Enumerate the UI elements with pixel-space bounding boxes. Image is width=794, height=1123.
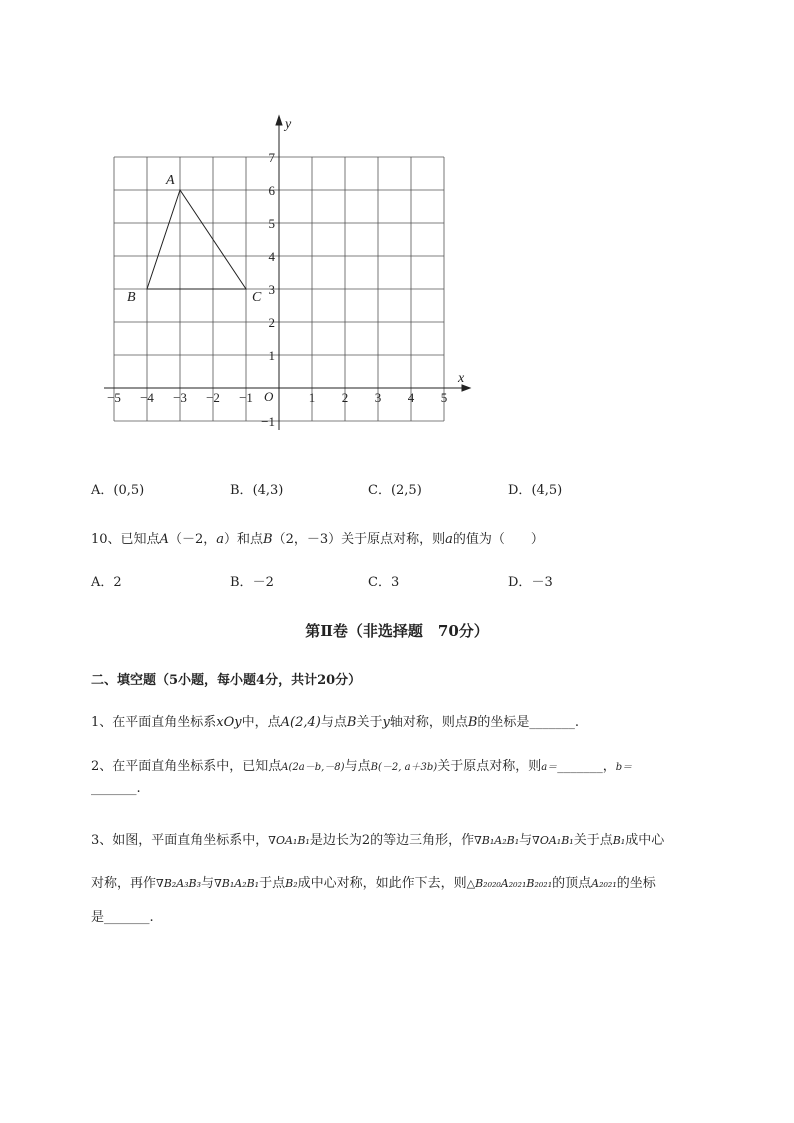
- q10-option-b[interactable]: [230, 571, 274, 590]
- f1-text: 中，点: [241, 715, 281, 730]
- y-tick-label: 6: [268, 183, 275, 198]
- f3-text: 成中心对称，如此作下去，则: [297, 876, 467, 891]
- y-tick-label: 1: [268, 348, 275, 363]
- f3-text: 3、如图，平面直角坐标系中，: [91, 833, 269, 848]
- f3-text: 对称，再作: [91, 876, 157, 891]
- vertex-label-a: A: [166, 173, 175, 188]
- f3-math: △B₂₀₂₀A₂₀₂₁B₂₀₂₁: [466, 877, 553, 890]
- f2-math: B(－2, a＋3b): [370, 762, 438, 773]
- y-tick-label: 7: [268, 150, 275, 165]
- f3-text: 与: [201, 876, 215, 891]
- option-value: (2,5): [390, 483, 422, 498]
- q10-option-c[interactable]: [368, 571, 399, 590]
- y-tick-label: 5: [268, 216, 275, 231]
- x-tick-label: −1: [239, 390, 253, 405]
- x-tick-label: −3: [173, 390, 187, 405]
- option-key: C．: [368, 483, 391, 498]
- q10-text: 的值为（ ）: [452, 532, 544, 547]
- coordinate-grid-figure: [0, 0, 794, 460]
- origin-label: O: [264, 389, 274, 404]
- f2-math: a＝: [541, 762, 558, 773]
- x-tick-label: −2: [206, 390, 220, 405]
- q10-text: （－2，: [168, 532, 217, 547]
- q9-option-c[interactable]: [368, 479, 422, 498]
- f3-math: A₂₀₂₁: [591, 877, 617, 890]
- y-axis-arrow: [276, 116, 282, 125]
- f3-math: B₂: [285, 877, 298, 890]
- f2-text: 与点: [344, 759, 371, 774]
- f2-text: 关于原点对称，则: [437, 759, 542, 774]
- option-value: －3: [531, 575, 553, 590]
- fill-question-2: [91, 755, 632, 774]
- vertex-label-c: C: [252, 290, 262, 305]
- f2-text: _______，: [557, 759, 616, 774]
- vertex-label-b: B: [127, 290, 136, 305]
- f3-math: ∇B₁A₂B₁: [214, 877, 260, 890]
- f1-math: y: [382, 715, 390, 730]
- q10-var-a: a: [445, 532, 453, 547]
- option-key: A．: [91, 483, 114, 498]
- x-tick-label: 4: [407, 390, 415, 405]
- x-tick-label: −5: [107, 390, 121, 405]
- option-key: B．: [230, 575, 253, 590]
- fill-question-1: [91, 711, 579, 730]
- f1-math: A(2,4): [280, 715, 321, 730]
- f3-text: 的顶点: [552, 876, 592, 891]
- f1-text: 的坐标是_______.: [477, 715, 580, 730]
- f1-text: 1、在平面直角坐标系: [91, 715, 217, 730]
- option-value: 2: [113, 575, 122, 590]
- y-tick-label: 3: [268, 282, 275, 297]
- q10-point-a: A: [159, 532, 169, 547]
- f3-math: B₁: [612, 834, 626, 847]
- q10-var-a: a: [216, 532, 224, 547]
- x-tick-label: −4: [140, 390, 154, 405]
- fill-question-3-line3: 是_______.: [91, 910, 154, 925]
- f1-text: 关于: [356, 715, 383, 730]
- fill-question-3-line2: [91, 872, 656, 891]
- f2-math: A(2a－b,－8): [281, 762, 345, 773]
- f1-text: 轴对称，则点: [389, 715, 468, 730]
- f3-text: 于点: [259, 876, 286, 891]
- x-tick-label: 2: [341, 390, 349, 405]
- option-value: (4,3): [252, 483, 284, 498]
- q10-point-b: B: [263, 532, 273, 547]
- f3-text: 关于点: [573, 833, 613, 848]
- axes: [104, 116, 470, 430]
- x-tick-label: 1: [308, 390, 316, 405]
- f1-math: B: [467, 715, 478, 730]
- f2-math: b＝: [615, 762, 633, 773]
- x-axis-label: x: [458, 371, 465, 386]
- f3-math: ∇OA₁B₁: [532, 834, 574, 847]
- q10-text: （2，－3）关于原点对称，则: [272, 532, 446, 547]
- q10-text: 10、已知点: [91, 532, 160, 547]
- option-key: B．: [230, 483, 253, 498]
- f1-math: B: [346, 715, 357, 730]
- option-value: (0,5): [113, 483, 145, 498]
- option-key: A．: [91, 575, 114, 590]
- q10-stem: [91, 528, 544, 547]
- triangle-abc: [147, 190, 246, 289]
- q10-text: ）和点: [223, 532, 263, 547]
- f3-math: ∇B₂A₃B₃: [156, 877, 202, 890]
- q9-option-b[interactable]: [230, 479, 283, 498]
- option-key: C．: [368, 575, 391, 590]
- f3-text: 是边长为2的等边三角形，作: [309, 833, 475, 848]
- section2-heading: 二、填空题（5小题，每小题4分，共计20分）: [91, 673, 362, 688]
- f3-math: ∇B₁A₂B₁: [474, 834, 520, 847]
- f1-math: xOy: [216, 715, 242, 730]
- fill-question-3-line1: [91, 829, 664, 848]
- q10-option-a[interactable]: [91, 571, 122, 590]
- option-value: (4,5): [531, 483, 563, 498]
- y-axis-label: y: [285, 117, 292, 132]
- f1-text: 与点: [320, 715, 347, 730]
- q9-option-d[interactable]: [508, 479, 562, 498]
- option-key: D．: [508, 575, 532, 590]
- f3-text: 的坐标: [616, 876, 656, 891]
- q9-option-a[interactable]: [91, 479, 144, 498]
- x-tick-label: 5: [440, 390, 448, 405]
- option-value: 3: [390, 575, 400, 590]
- y-tick-label: 4: [268, 249, 275, 264]
- q10-option-d[interactable]: [508, 571, 553, 590]
- y-tick-label: 2: [268, 315, 275, 330]
- part2-title: 第Ⅱ卷（非选择题 70分）: [305, 622, 489, 640]
- y-tick-label: −1: [261, 414, 275, 429]
- option-key: D．: [508, 483, 532, 498]
- f3-text: 成中心: [625, 833, 665, 848]
- x-tick-label: 3: [374, 390, 382, 405]
- f2-text: 2、在平面直角坐标系中，已知点: [91, 759, 282, 774]
- f3-math: ∇OA₁B₁: [268, 834, 310, 847]
- fill-question-2-line2: _______.: [91, 781, 141, 796]
- f3-text: 与: [519, 833, 533, 848]
- option-value: －2: [252, 575, 274, 590]
